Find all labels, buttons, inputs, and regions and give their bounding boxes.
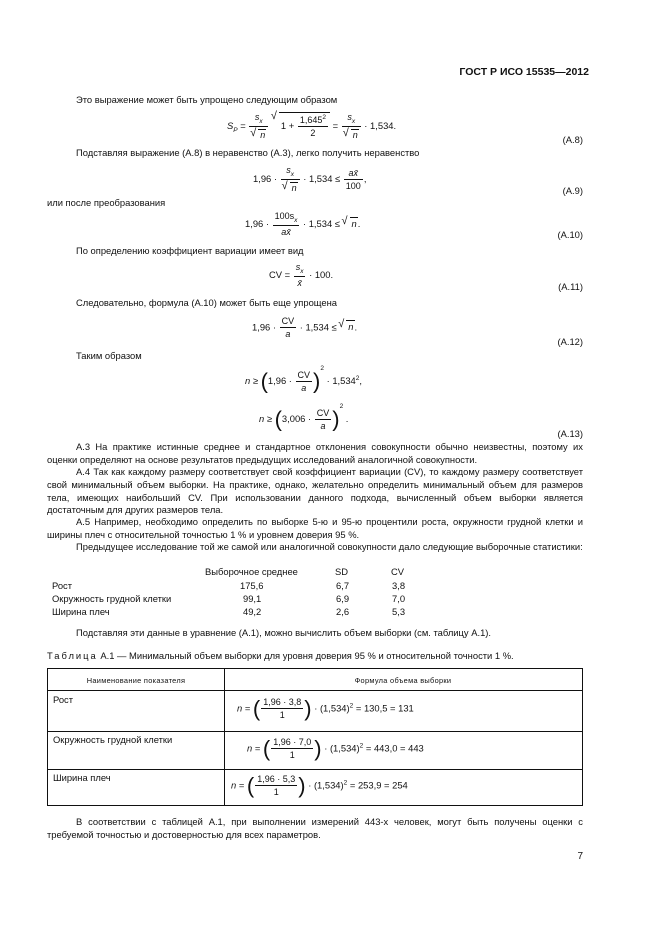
- paragraph-thus: Таким образом: [76, 350, 142, 361]
- stats-header-mean: Выборочное среднее: [205, 566, 298, 577]
- table-row-formula: n = ( $\frac{1,96 \cdot 3,8}{1}$ ) · $(1,534)^2 = 130,5 = 131$: [237, 696, 414, 721]
- table-caption: Таблица А.1 — Минимальный объем выборки для уровня доверия 95 % и относительной точности 1 %.: [47, 650, 514, 661]
- paragraph-intro: Это выражение может быть упрощено следующим образом: [76, 94, 338, 105]
- equation-a9: 1,96 · $s_x$ √ n · 1,534 ≤ $\frac{ax̄}{100}$ ,: [253, 166, 366, 193]
- table-row-formula: n = ( $\frac{1,96 \cdot 5,3}{1}$ ) · $(1,534)^2 = 253,9 = 254$: [231, 773, 408, 798]
- stats-row-mean: 49,2: [243, 606, 262, 617]
- equation-number-a11: (А.11): [558, 281, 583, 292]
- stats-row-name: Ширина плеч: [52, 606, 110, 617]
- table-row-name: Рост: [53, 694, 74, 705]
- stats-header-cv: CV: [391, 566, 405, 577]
- paragraph-conclusion: В соответствии с таблицей А.1, при выполнении измерений 443-х человек, могут быть получены оценки с требуемой точностью и достоверностью для всех параметров.: [47, 816, 583, 840]
- stats-row-sd: 6,7: [336, 580, 350, 591]
- paragraph-cv-definition: По определению коэффициент вариации имеет вид: [76, 245, 304, 256]
- equation-a13-first: n ≥ (1,96 · $\frac{CV}{a}$ )$^2 \cdot 1,534^2$,: [245, 365, 363, 394]
- table-row-name: Ширина плеч: [53, 772, 111, 783]
- stats-row-sd: 6,9: [336, 593, 350, 604]
- stats-row-cv: 7,0: [392, 593, 406, 604]
- page-number: 7: [577, 851, 583, 862]
- equation-a10: 1,96 · $\frac{100s_x}{ax̄}$ · 1,534 ≤ √ n.: [245, 212, 360, 237]
- paragraph-a5: А.5 Например, необходимо определить по выборке 5-ю и 95-ю процентили роста, окружности грудной клетки и ширины плеч с относительной точностью 1 % и уровнем доверия 95 %.: [47, 516, 583, 540]
- equation-number-a12: (А.12): [557, 336, 583, 347]
- equation-number-a10: (А.10): [557, 229, 583, 240]
- paragraph-previous-study: Предыдущее исследование той же самой или аналогичной совокупности дало следующие выборочные статистики:: [76, 541, 583, 552]
- stats-row-cv: 5,3: [392, 606, 406, 617]
- paragraph-simplify: Следовательно, формула (А.10) может быть еще упрощена: [76, 297, 338, 308]
- table-row-formula: n = ( $\frac{1,96 \cdot 7,0}{1}$ ) · $(1,534)^2 = 443,0 = 443$: [247, 736, 424, 761]
- paragraph-transform: или после преобразования: [47, 197, 166, 208]
- stats-header-sd: SD: [335, 566, 349, 577]
- table-header-indicator: Наименование показателя: [86, 676, 186, 685]
- stats-row-cv: 3,8: [392, 580, 406, 591]
- equation-number-a8: (А.8): [562, 134, 583, 145]
- stats-row-sd: 2,6: [336, 606, 350, 617]
- equation-number-a13: (А.13): [557, 428, 583, 439]
- stats-row-mean: 175,6: [240, 580, 264, 591]
- paragraph-a3: А.3 На практике истинные среднее и стандартное отклонения совокупности обычно неизвестны, поэтому их оценки определяют на основе результатов предыдущих исследований аналогичной совокупности.: [47, 441, 583, 465]
- stats-row-name: Рост: [52, 580, 73, 591]
- stats-row-mean: 99,1: [243, 593, 262, 604]
- equation-number-a9: (А.9): [562, 185, 583, 196]
- table-row-name: Окружность грудной клетки: [53, 734, 173, 745]
- paragraph-substitute-data: Подставляя эти данные в уравнение (А.1), можно вычислить объем выборки (см. таблицу А.1).: [76, 627, 492, 638]
- table-header-formula: Формула объема выборки: [354, 676, 452, 685]
- equation-a13-second: n ≥ (3,006 · $\frac{CV}{a}$ )$^2$ .: [259, 403, 349, 432]
- equation-a8: $S_P$ = $s_x$ √ n √ 1 + $\frac{1,645^2}{2}$ = $s_x$ √ n · 1,534.: [227, 112, 396, 140]
- equation-a11: CV = $\frac{s_x}{x̄}$ · 100.: [269, 262, 334, 289]
- paragraph-a4: А.4 Так как каждому размеру соответствует свой коэффициент вариации (CV), то каждому размеру соответствует свой минимальный объем выборки. На практике, однако, желательно определить минимальный объем для размеров тела, имеющих наибольший CV. При использовании данного подхода, вычисленный объем выборки является достаточным для других размеров тела.: [47, 466, 583, 516]
- paragraph-substitute: Подставляя выражение (А.8) в неравенство (А.3), легко получить неравенство: [76, 147, 420, 158]
- document-header: ГОСТ Р ИСО 15535—2012: [459, 66, 589, 78]
- sample-size-table: [47, 668, 583, 806]
- equation-a12: 1,96 · $\frac{CV}{a}$ · 1,534 ≤ √ n.: [252, 317, 357, 339]
- stats-row-name: Окружность грудной клетки: [52, 593, 172, 604]
